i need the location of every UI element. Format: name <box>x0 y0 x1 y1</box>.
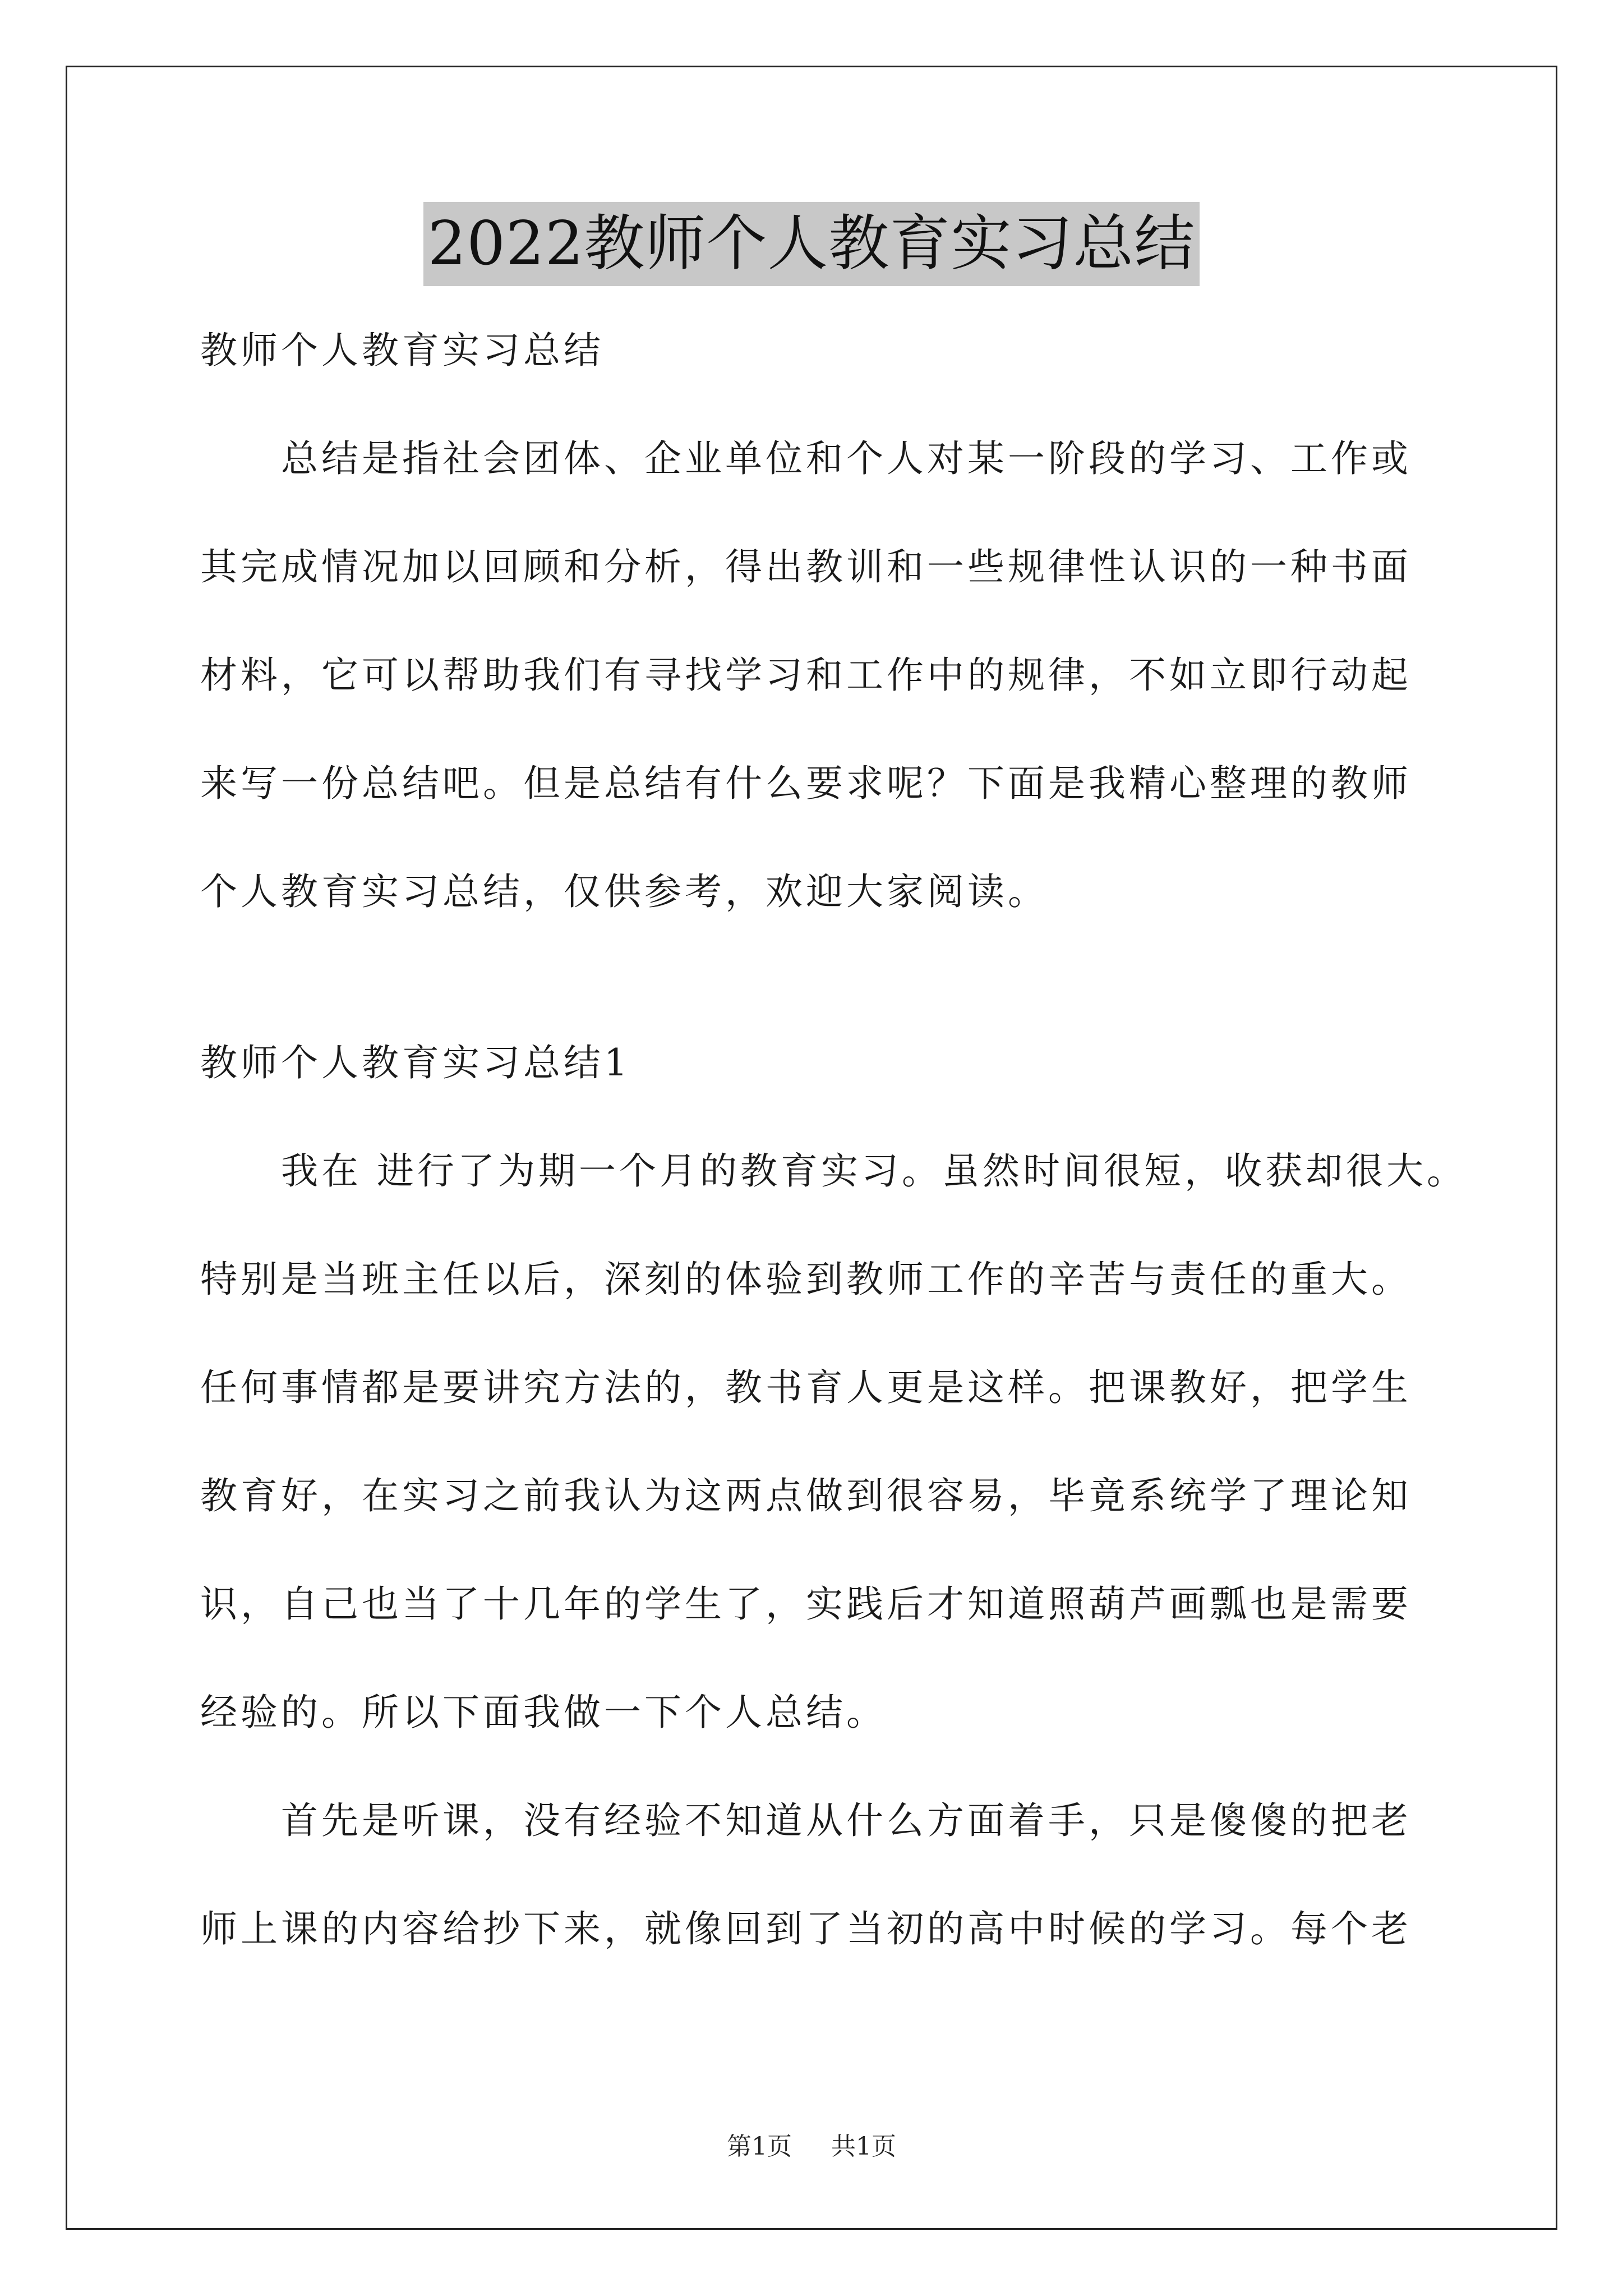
document-title: 2022教师个人教育实习总结 <box>423 202 1200 286</box>
title-container <box>0 202 1623 286</box>
paragraph-line: 个人教育实习总结，仅供参考，欢迎大家阅读。 <box>200 870 1048 913</box>
paragraph-line: 教育好，在实习之前我认为这两点做到很容易，毕竟系统学了理论知 <box>200 1474 1412 1517</box>
paragraph-line: 我在 进行了为期一个月的教育实习。虽然时间很短，收获却很大。 <box>281 1149 1467 1193</box>
section-spacer <box>200 946 1428 1009</box>
paragraph-line: 任何事情都是要讲究方法的，教书育人更是这样。把课教好，把学生 <box>200 1366 1412 1409</box>
paragraph-line: 经验的。所以下面我做一下个人总结。 <box>200 1691 887 1734</box>
paragraph-line: 首先是听课，没有经验不知道从什么方面着手，只是傻傻的把老 <box>281 1799 1412 1842</box>
page-number: 第1页 <box>727 2132 792 2161</box>
paragraph-line: 来写一份总结吧。但是总结有什么要求呢？下面是我精心整理的教师 <box>200 762 1412 805</box>
paragraph-line: 师上课的内容给抄下来，就像回到了当初的高中时候的学习。每个老 <box>200 1907 1412 1950</box>
paragraph-line: 其完成情况加以回顾和分析，得出教训和一些规律性认识的一种书面 <box>200 545 1412 588</box>
paragraph-line: 特别是当班主任以后，深刻的体验到教师工作的辛苦与责任的重大。 <box>200 1258 1412 1301</box>
paragraph-line: 识，自己也当了十几年的学生了，实践后才知道照葫芦画瓢也是需要 <box>200 1582 1412 1626</box>
paragraph-line: 材料，它可以帮助我们有寻找学习和工作中的规律，不如立即行动起 <box>200 654 1412 697</box>
paragraph-line: 总结是指社会团体、企业单位和个人对某一阶段的学习、工作或 <box>281 437 1412 480</box>
intro-heading: 教师个人教育实习总结 <box>200 329 604 372</box>
page-footer <box>0 2126 1623 2162</box>
page-total: 共1页 <box>831 2132 896 2161</box>
document-body <box>200 296 1467 1983</box>
section-heading: 教师个人教育实习总结1 <box>200 1041 631 1084</box>
